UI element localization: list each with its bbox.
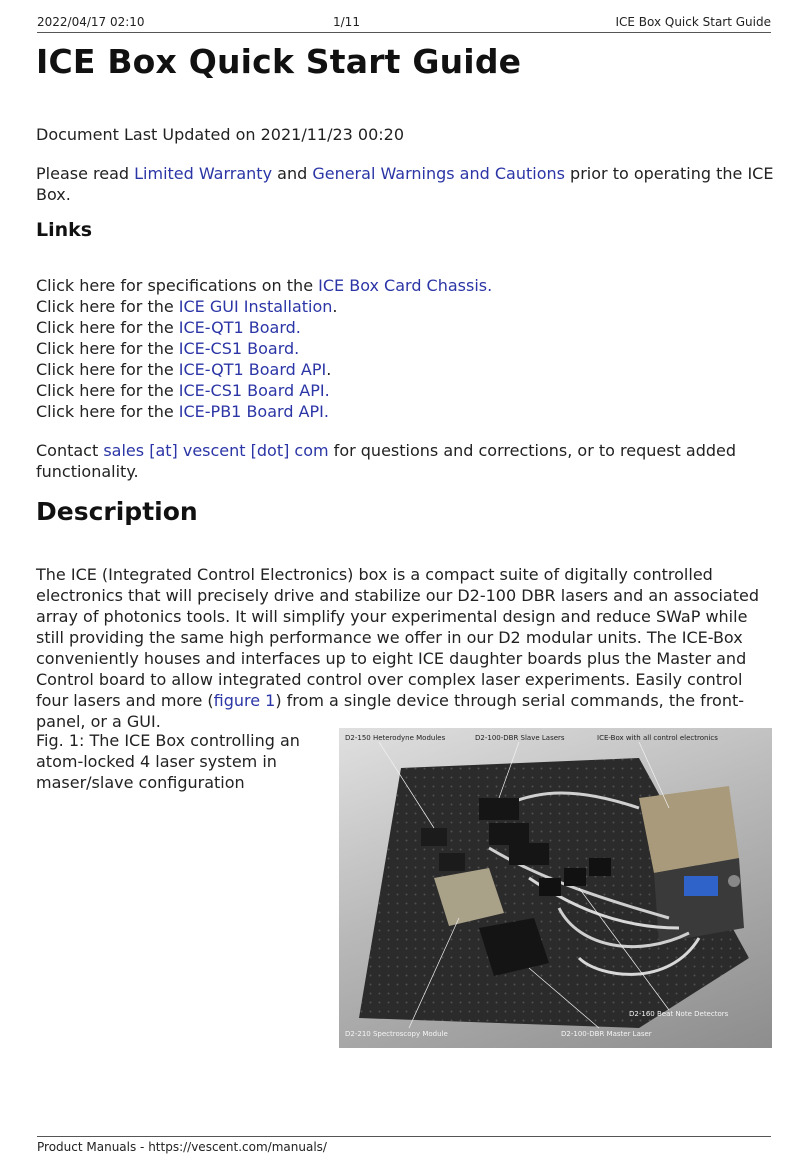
label-beat-note: D2-160 Beat Note Detectors [629, 1010, 729, 1018]
intro-paragraph: Please read Limited Warranty and General Warnings and Cautions prior to operating the ICE Box. [36, 164, 774, 204]
slave-laser [509, 843, 549, 865]
last-updated: Document Last Updated on 2021/11/23 00:20 [36, 125, 405, 144]
contact-paragraph: Contact sales [at] vescent [dot] com for questions and corrections, or to request added functionality. [36, 441, 737, 481]
links-heading: Links [36, 219, 93, 241]
ice-box-knob [728, 875, 740, 887]
beat-note-detector [539, 878, 561, 896]
description-paragraph: The ICE (Integrated Control Electronics) box is a compact suite of digitally controlled electronics that will precisely drive and stabilize our D2-100 DBR lasers and an associated array of photonics tools. It will simplify your experimental design and reduce SWaP while still providing the same high performance we offer in our D2 modular units. The ICE-Box conveniently houses and interfaces up to eight ICE daughter boards plus the Master and Control board to allow integrated control over complex laser experiments. Easily control four lasers and more (figure 1) from a single device through serial commands, the front-panel, or a GUI. [36, 565, 759, 731]
ice-cs1-board-api-link[interactable]: ICE-CS1 Board API. [178, 381, 330, 400]
photo-illustration [339, 728, 772, 1048]
header-datetime: 2022/04/17 02:10 [37, 15, 145, 29]
general-warnings-link[interactable]: General Warnings and Cautions [312, 164, 565, 183]
label-spectroscopy: D2-210 Spectroscopy Module [345, 1030, 448, 1038]
beat-note-detector [589, 858, 611, 876]
label-heterodyne: D2-150 Heterodyne Modules [345, 734, 446, 742]
links-list [36, 275, 492, 422]
list-item: Click here for the ICE-CS1 Board API. [36, 381, 330, 400]
page-footer: Product Manuals - https://vescent.com/manuals/ [37, 1136, 771, 1154]
ice-box-screen [684, 876, 718, 896]
figure-1-link[interactable]: figure 1 [213, 691, 276, 710]
ice-qt1-board-link[interactable]: ICE-QT1 Board. [178, 318, 301, 337]
ice-box-top [639, 786, 739, 873]
page-title: ICE Box Quick Start Guide [36, 42, 522, 81]
heterodyne-module [439, 853, 465, 871]
ice-pb1-board-api-link[interactable]: ICE-PB1 Board API. [178, 402, 329, 421]
list-item: Click here for the ICE-QT1 Board. [36, 318, 301, 337]
description-heading: Description [36, 497, 198, 526]
label-ice-box: ICE-Box with all control electronics [597, 734, 718, 742]
list-item: Click here for the ICE-CS1 Board. [36, 339, 300, 358]
page-header [37, 12, 771, 33]
header-doc-title: ICE Box Quick Start Guide [615, 15, 771, 29]
slave-laser [479, 798, 519, 820]
label-slave-lasers: D2-100-DBR Slave Lasers [475, 734, 565, 742]
list-item: Click here for the ICE-QT1 Board API. [36, 360, 332, 379]
ice-box-system-photo [339, 728, 772, 1048]
slave-laser [489, 823, 529, 845]
list-item: Click here for the ICE-PB1 Board API. [36, 402, 329, 421]
ice-qt1-board-api-link[interactable]: ICE-QT1 Board API [178, 360, 327, 379]
label-master-laser: D2-100-DBR Master Laser [561, 1030, 652, 1038]
heterodyne-module [421, 828, 447, 846]
figure-caption: Fig. 1: The ICE Box controlling an atom-locked 4 laser system in maser/slave configuration [36, 731, 300, 792]
sales-email-link[interactable]: sales [at] vescent [dot] com [103, 441, 329, 460]
list-item: Click here for the ICE GUI Installation. [36, 297, 338, 316]
beat-note-detector [564, 868, 586, 886]
ice-gui-installation-link[interactable]: ICE GUI Installation [178, 297, 333, 316]
limited-warranty-link[interactable]: Limited Warranty [134, 164, 273, 183]
list-item: Click here for specifications on the ICE Box Card Chassis. [36, 276, 493, 295]
ice-box-card-chassis-link[interactable]: ICE Box Card Chassis. [318, 276, 493, 295]
ice-cs1-board-link[interactable]: ICE-CS1 Board. [178, 339, 300, 358]
ice-box-front [654, 858, 744, 943]
header-page-number: 1/11 [333, 15, 360, 29]
